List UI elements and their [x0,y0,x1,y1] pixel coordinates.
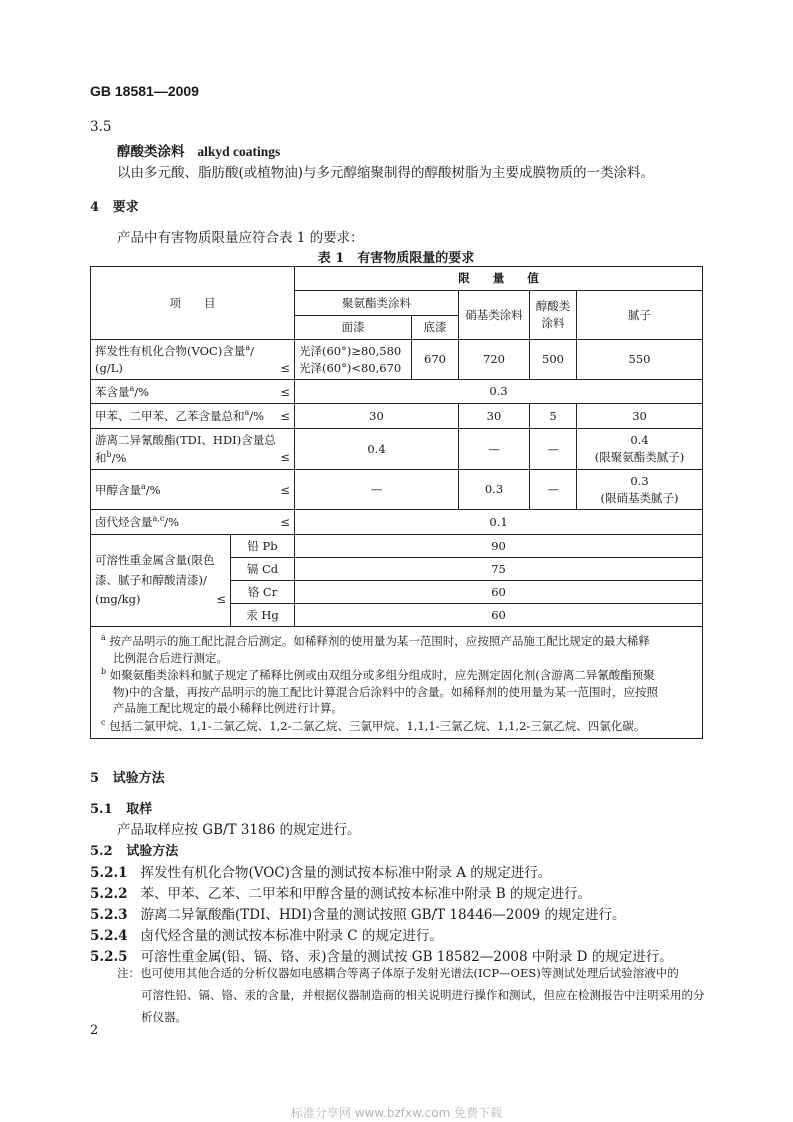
footnotes-cell: $^a$ 按产品明示的施工配比混合后测定。如稀释剂的使用量为某一范围时，应按照产品施工配比规定的最大稀释 比例混合后进行测定。 $^b$ 如聚氨酯类涂料和腻子规定了稀释比例或由双组分或多组分组成时，应先测定固化剂(含游离二异氰酸酯预聚 物)中的含量，再按产品明示的施工配比计算混合后涂料中的含量。如稀释剂的使用量为某一范围时，应按照 产品施工配比规定的最小稀释比例进行计算。 $^c$ 包括二氯甲烷、1,1-二氯乙烷、1,2-二氯乙烷、三氯甲烷、1,1,1-三氯乙烷、1,1,2-三氯乙烷、四氯化碳。 [91,627,703,739]
note-block: 注：也可使用其他合适的分析仪器如电感耦合等离子体原子发射光谱法(ICP—OES)等测试处理后试验溶液中的 可溶性铅、镉、铬、汞的含量，并根据仪器制造商的相关说明进行操作和测试，但应在检测报告中注明采用的分 析仪器。 [117,966,705,1024]
section-5-1-heading: 5.1 取样 [90,802,153,817]
section-4-heading: 4 要求 [90,200,139,215]
toluene-pu: 30 [295,404,459,429]
table-row [91,470,703,510]
row-label-halo: 卤代烃含量$^{a,c}$/% ≤ [91,510,295,535]
section-5-2-2: 5.2.2 苯、甲苯、乙苯、二甲苯和甲醇含量的测试按本标准中附录 B 的规定进行。 [90,886,591,902]
toluene-nitro: 30 [459,404,530,429]
cd-value: 75 [295,558,703,581]
table-caption: 表 1 有害物质限量的要求 [317,251,475,266]
footnote-a: $^a$ 按产品明示的施工配比混合后测定。如稀释剂的使用量为某一范围时，应按照产品施工配比规定的最大稀释 [101,633,650,648]
tdi-alkyd: — [530,429,577,470]
hg-value: 60 [295,604,703,627]
voc-topcoat: 光泽(60°)≥80,580 光泽(60°)<80,670 [295,340,412,380]
footnote-c: $^c$ 包括二氯甲烷、1,1-二氯乙烷、1,2-二氯乙烷、三氯甲烷、1,1,1-三氯乙烷、1,1,2-三氯乙烷、四氯化碳。 [101,718,646,733]
benzene-value: 0.3 [295,380,703,404]
header-putty: 腻子 [577,291,703,340]
section-5-2-3: 5.2.3 游离二异氰酸酯(TDI、HDI)含量的测试按照 GB/T 18446—2009 的规定进行。 [90,907,626,923]
halo-value: 0.1 [295,510,703,535]
row-label-heavy-metals: 可溶性重金属含量(限色 漆、腻子和醇酸清漆)/ (mg/kg) ≤ [91,535,231,627]
row-label-methanol: 甲醇含量$^a$/% ≤ [91,470,295,510]
row-label-tdi: 游离二异氰酸酯(TDI、HDI)含量总 和$^b$/% ≤ [91,429,295,470]
section-5-1-text: 产品取样应按 GB/T 3186 的规定进行。 [117,822,361,838]
table-row [91,535,703,558]
methanol-putty: 0.3 (限硝基类腻子) [577,470,703,510]
row-label-toluene: 甲苯、二甲苯、乙苯含量总和$^a$/% ≤ [91,404,295,429]
section-5-heading: 5 试验方法 [90,771,165,786]
section-4-intro: 产品中有害物质限量应符合表 1 的要求： [117,230,364,246]
methanol-alkyd: — [530,470,577,510]
header-primer: 底漆 [412,316,459,340]
section-5-2-4: 5.2.4 卤代烃含量的测试按本标准中附录 C 的规定进行。 [90,928,443,944]
header-limit: 限 量 值 [295,267,703,291]
metal-cr: 铬 Cr [231,581,295,604]
voc-putty: 550 [577,340,703,380]
page-number: 2 [90,1023,99,1038]
toluene-putty: 30 [577,404,703,429]
watermark: 标准分享网 www.bzfxw.com 免费下载 [290,1106,503,1120]
header-nitro: 硝基类涂料 [459,291,530,340]
voc-alkyd: 500 [530,340,577,380]
methanol-pu: — [295,470,459,510]
term-heading [117,140,280,160]
table-row [91,340,703,380]
section-5-2-1: 5.2.1 挥发性有机化合物(VOC)含量的测试按本标准中附录 A 的规定进行。 [90,865,552,881]
term-en: alkyd coatings [197,144,281,159]
cr-value: 60 [295,581,703,604]
table-row [91,380,703,404]
term-definition: 以由多元酸、脂肪酸(或植物油)与多元醇缩聚制得的醇酸树脂为主要成膜物质的一类涂料。 [117,165,655,181]
header-topcoat: 面漆 [295,316,412,340]
pb-value: 90 [295,535,703,558]
metal-pb: 铅 Pb [231,535,295,558]
voc-nitro: 720 [459,340,530,380]
harmful-substance-table [90,266,703,739]
metal-cd: 镉 Cd [231,558,295,581]
tdi-pu: 0.4 [295,429,459,470]
term-cn: 醇酸类涂料 [117,144,185,160]
section-3-5-number: 3.5 [90,119,112,135]
document-header: GB 18581—2009 [90,83,199,99]
table-row [91,510,703,535]
tdi-nitro: — [459,429,530,470]
table-row [91,429,703,470]
metal-hg: 汞 Hg [231,604,295,627]
voc-primer: 670 [412,340,459,380]
footnote-b: $^b$ 如聚氨酯类涂料和腻子规定了稀释比例或由双组分或多组分组成时，应先测定固化剂(含游离二异氰酸酯预聚 [101,667,655,682]
section-5-2-heading: 5.2 试验方法 [90,844,179,859]
header-alkyd: 醇酸类涂料 [530,291,577,340]
section-5-2-5: 5.2.5 可溶性重金属(铅、镉、铬、汞)含量的测试按 GB 18582—2008 中附录 D 的规定进行。 [90,949,673,965]
tdi-putty: 0.4 (限聚氨酯类腻子) [577,429,703,470]
toluene-alkyd: 5 [530,404,577,429]
row-label-voc: 挥发性有机化合物(VOC)含量$^a$/ (g/L) ≤ [91,340,295,380]
table-footnotes [91,627,703,739]
table-row [91,404,703,429]
header-item: 项 目 [91,267,295,340]
methanol-nitro: 0.3 [459,470,530,510]
header-polyurethane: 聚氨酯类涂料 [295,291,459,316]
row-label-benzene: 苯含量$^a$/% ≤ [91,380,295,404]
